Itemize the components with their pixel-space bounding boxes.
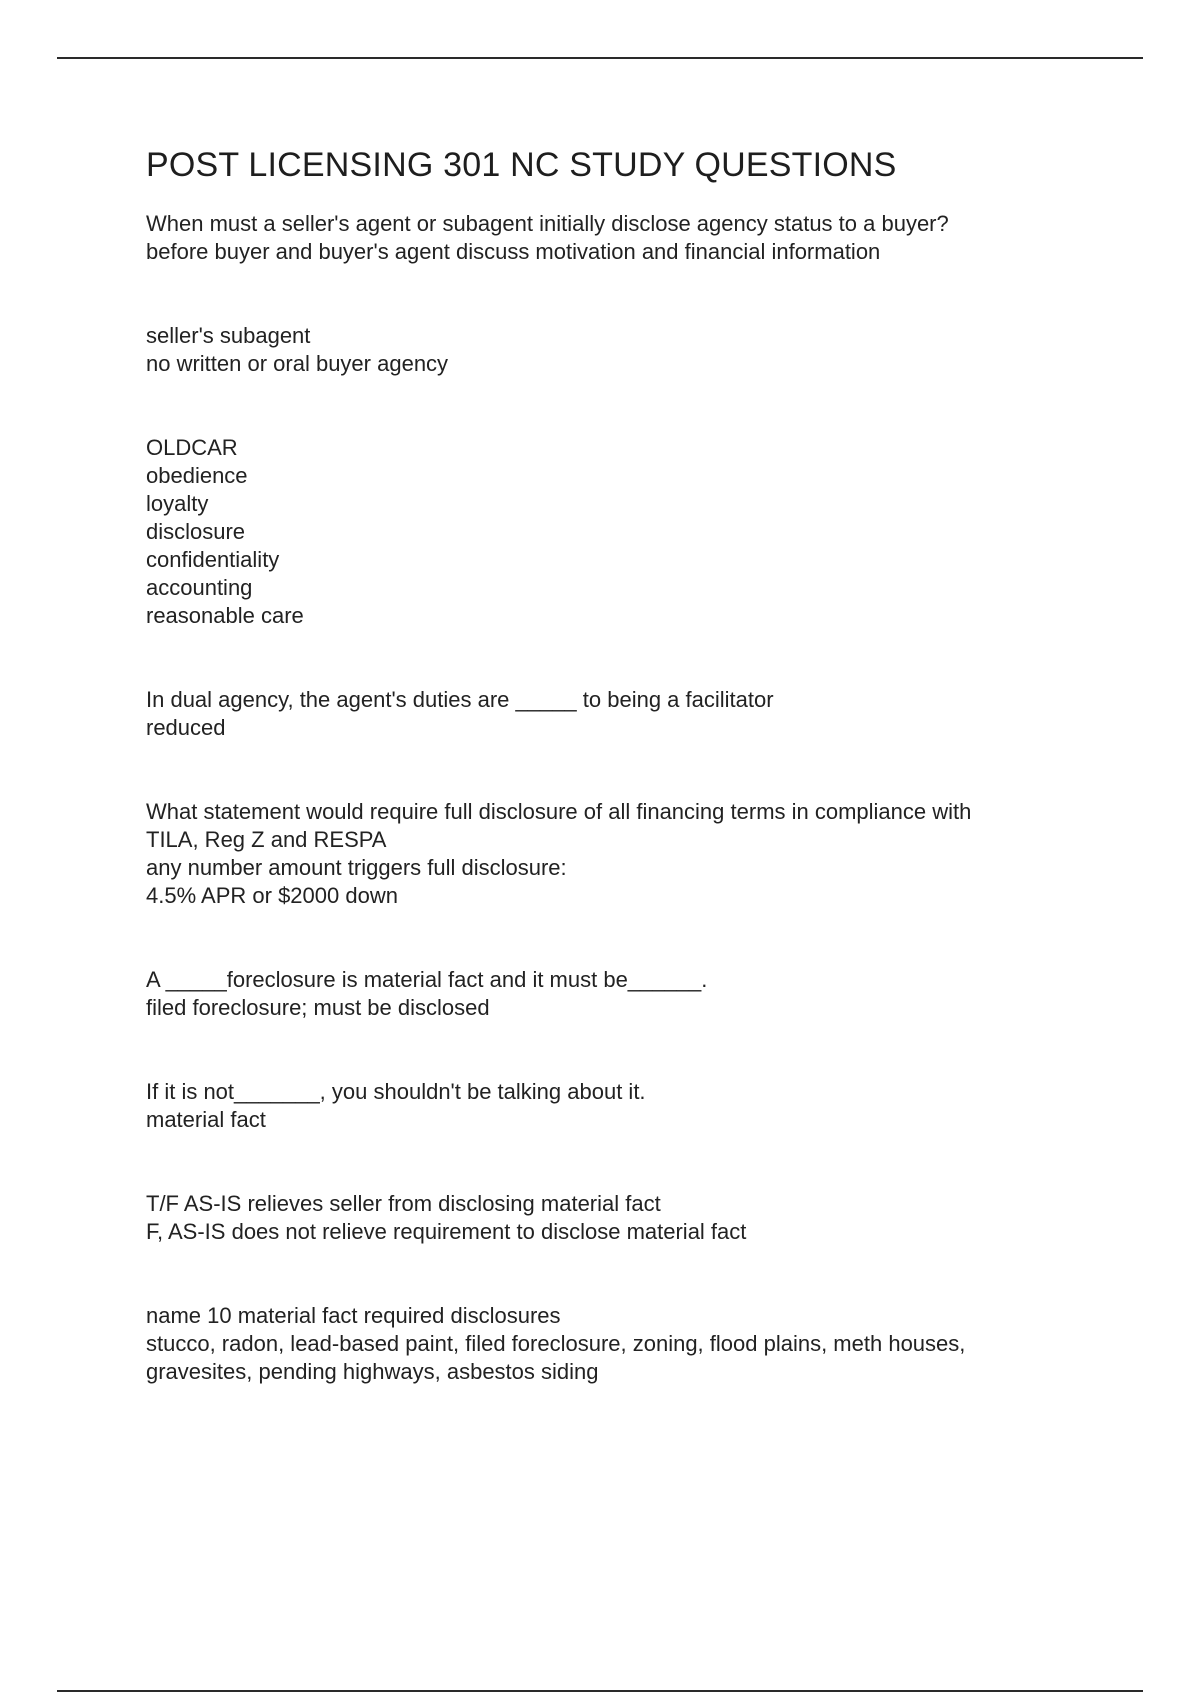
qa-card-3 xyxy=(146,434,1086,630)
bottom-rule xyxy=(57,1690,1143,1692)
qa-card-1 xyxy=(146,210,1086,266)
answer-text: 4.5% APR or $2000 down xyxy=(146,883,398,908)
answer-text: any number amount triggers full disclosure: xyxy=(146,855,567,880)
answer-text: F, AS-IS does not relieve requirement to disclose material fact xyxy=(146,1219,747,1244)
answer-text: before buyer and buyer's agent discuss motivation and financial information xyxy=(146,239,881,264)
qa-card-5 xyxy=(146,798,1086,910)
question-text: If it is not_______, you shouldn't be talking about it. xyxy=(146,1079,646,1104)
qa-card-6 xyxy=(146,966,1086,1022)
answer-text: no written or oral buyer agency xyxy=(146,351,449,376)
document-title: POST LICENSING 301 NC STUDY QUESTIONS xyxy=(146,146,897,184)
qa-card-8 xyxy=(146,1190,1086,1246)
answer-text: obedience xyxy=(146,463,248,488)
answer-text: reasonable care xyxy=(146,603,304,628)
question-text: T/F AS-IS relieves seller from disclosing material fact xyxy=(146,1191,661,1216)
answer-text: loyalty xyxy=(146,491,209,516)
answer-text: gravesites, pending highways, asbestos siding xyxy=(146,1359,599,1384)
qa-card-9 xyxy=(146,1302,1086,1386)
qa-card-4 xyxy=(146,686,1086,742)
question-text: In dual agency, the agent's duties are _____ to being a facilitator xyxy=(146,687,774,712)
question-text: OLDCAR xyxy=(146,435,238,460)
answer-text: material fact xyxy=(146,1107,266,1132)
qa-card-7 xyxy=(146,1078,1086,1134)
answer-text: filed foreclosure; must be disclosed xyxy=(146,995,490,1020)
question-text: TILA, Reg Z and RESPA xyxy=(146,827,387,852)
question-text: name 10 material fact required disclosures xyxy=(146,1303,561,1328)
answer-text: disclosure xyxy=(146,519,246,544)
qa-card-2 xyxy=(146,322,1086,378)
answer-text: accounting xyxy=(146,575,253,600)
question-text: A _____foreclosure is material fact and it must be______. xyxy=(146,967,708,992)
top-rule xyxy=(57,57,1143,59)
question-text: When must a seller's agent or subagent initially disclose agency status to a buyer? xyxy=(146,211,949,236)
question-text: seller's subagent xyxy=(146,323,311,348)
document-body xyxy=(146,142,1086,1386)
answer-text: confidentiality xyxy=(146,547,280,572)
answer-text: stucco, radon, lead-based paint, filed foreclosure, zoning, flood plains, meth houses, xyxy=(146,1331,966,1356)
question-text: What statement would require full disclosure of all financing terms in compliance with xyxy=(146,799,972,824)
answer-text: reduced xyxy=(146,715,226,740)
